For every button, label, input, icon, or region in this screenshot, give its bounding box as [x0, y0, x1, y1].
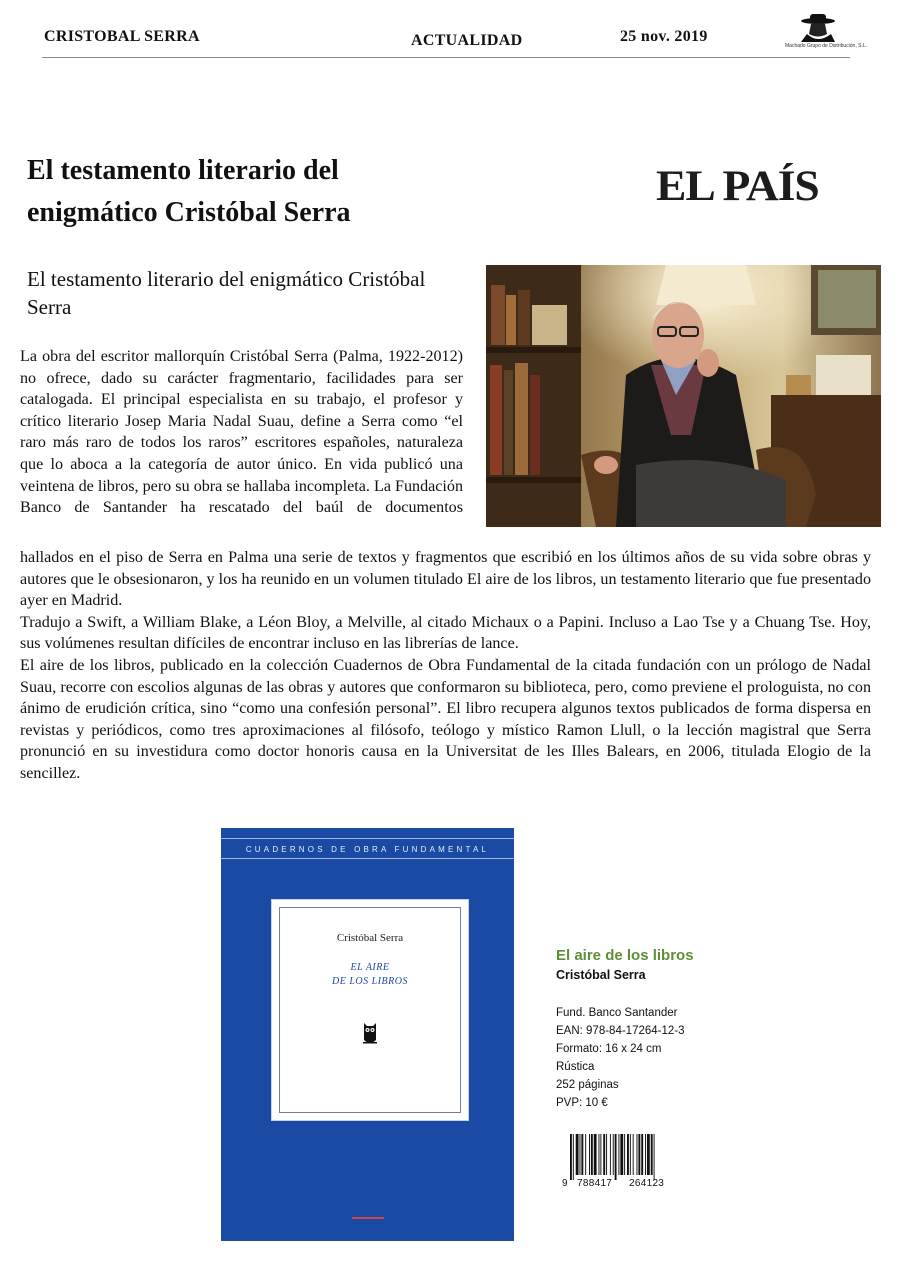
- barcode-bar: [620, 1134, 623, 1175]
- article-paragraph: La obra del escritor mallorquín Cristóbal Serra (Palma, 1922-2012) no ofrece, dado su carácter fragmentario, facilidades para ser catalogada. El principal especialista en su trabajo, el profesor y crítico literario Josep Maria Nadal Suau, define a Serra como “el raro más raro de todos los raros” escritores españoles, naturaleza que lo aboca a la categoría de autor único. En vida publicó una veintena de libros, pero su obra se hallaba incompleta. La Fundación Banco de Santander ha rescatado del baúl de documentos: [20, 348, 463, 517]
- barcode-bar: [606, 1134, 607, 1175]
- book-binding: Rústica: [556, 1061, 595, 1073]
- book-pages: 252 páginas: [556, 1079, 619, 1091]
- barcode-digits-left: 788417: [577, 1178, 613, 1189]
- barcode-bar: [580, 1134, 581, 1175]
- book-cover: [221, 828, 514, 1241]
- barcode-bar: [581, 1134, 583, 1175]
- barcode-bar: [651, 1134, 653, 1175]
- barcode-bar: [570, 1134, 572, 1180]
- article-paragraph: Tradujo a Swift, a William Blake, a Léon Bloy, a Melville, al citado Michaux o a Papini. Incluso a Lao Tse y a Chuang Tse. Hoy, sus volúmenes resultan difíciles de encontrar incluso en las librerías de lance.: [20, 613, 871, 653]
- barcode-bar: [600, 1134, 601, 1175]
- barcode-bar: [573, 1134, 574, 1180]
- distributor-logo: [785, 12, 867, 52]
- isbn-barcode: [562, 1134, 684, 1192]
- barcode-icon: [562, 1134, 684, 1180]
- barcode-bar: [638, 1134, 640, 1175]
- cover-title-line1: EL AIRE: [350, 962, 390, 973]
- cover-rule: [221, 838, 514, 839]
- header-divider: [42, 57, 850, 58]
- cover-title: [280, 961, 460, 989]
- barcode-bar: [654, 1134, 655, 1180]
- barcode-bar: [624, 1134, 625, 1175]
- barcode-bar: [594, 1134, 597, 1175]
- publisher-mark: [352, 1217, 384, 1219]
- barcode-bar: [633, 1134, 634, 1175]
- cover-author: Cristóbal Serra: [336, 932, 404, 944]
- barcode-bar: [599, 1134, 600, 1175]
- owl-icon: [361, 1020, 379, 1046]
- barcode-bar: [647, 1134, 650, 1175]
- article-body: [20, 547, 871, 785]
- distributor-logo-caption: Machado Grupo de Distribución, S.L.: [785, 43, 867, 49]
- article-paragraph: El aire de los libros, publicado en la colección Cuadernos de Obra Fundamental de la citada fundación con un prólogo de Nadal Suau, recorre con escolios algunas de las obras y autores que conformaron su biblioteca, pero, como previene el prologuista, no con ánimo de erudición crítica, sino “como una confesión personal”. El libro recupera algunos textos publicados de forma dispersa en revistas y periódicos, como tres aproximaciones al filósofo, teólogo y místico Ramon Llull, o la lección magistral que Serra pronunció en su investidura como doctor honoris causa en la Universitat de les Illes Balears, en 2006, titulada Elogio de la sencillez.: [20, 656, 871, 782]
- header-section: ACTUALIDAD: [411, 32, 523, 49]
- barcode-digits-right: 264123: [629, 1178, 665, 1189]
- article-paragraph: hallados en el piso de Serra en Palma una serie de textos y fragmentos que escribió en los últimos años de su vida sobre obras y autores que le obsesionaron, y los ha reunido en un volumen titulado El aire de los libros, un testamento literario que fue presentado ayer en Madrid.: [20, 549, 871, 610]
- barcode-bar: [585, 1134, 586, 1175]
- barcode-bar: [603, 1134, 605, 1175]
- barcode-bar: [610, 1134, 611, 1175]
- article-subtitle: El testamento literario del enigmático Cristóbal Serra: [27, 267, 426, 319]
- article-title: El testamento literario del enigmático Cristóbal Serra: [27, 155, 351, 228]
- barcode-bar: [591, 1134, 593, 1175]
- header-date: 25 nov. 2019: [620, 28, 708, 45]
- barcode-bar: [613, 1134, 614, 1175]
- book-publisher: Fund. Banco Santander: [556, 1007, 678, 1019]
- book-title: El aire de los libros: [556, 947, 694, 964]
- book-ean: EAN: 978-84-17264-12-3: [556, 1025, 685, 1037]
- barcode-bar: [618, 1134, 619, 1175]
- cover-panel: [272, 900, 468, 1120]
- header-author: CRISTOBAL SERRA: [44, 28, 200, 45]
- barcode-bar: [637, 1134, 638, 1175]
- book-price: PVP: 10 €: [556, 1097, 608, 1109]
- cover-rule: [221, 858, 514, 859]
- book-info: [556, 946, 694, 1112]
- source-logo: EL PAÍS: [656, 163, 819, 210]
- barcode-bar: [627, 1134, 629, 1175]
- barcode-digit-first: 9: [562, 1178, 568, 1189]
- book-format: Formato: 16 x 24 cm: [556, 1043, 662, 1055]
- barcode-bar: [615, 1134, 617, 1180]
- cover-title-line2: DE LOS LIBROS: [332, 976, 408, 987]
- barcode-bar: [645, 1134, 646, 1175]
- cover-series: CUADERNOS DE OBRA FUNDAMENTAL: [245, 845, 490, 854]
- author-photo: [486, 265, 881, 527]
- hat-figure-icon: [785, 12, 851, 44]
- book-author: Cristóbal Serra: [556, 968, 646, 982]
- barcode-bar: [576, 1134, 579, 1175]
- barcode-bar: [630, 1134, 631, 1175]
- barcode-bar: [589, 1134, 590, 1175]
- barcode-bar: [641, 1134, 643, 1175]
